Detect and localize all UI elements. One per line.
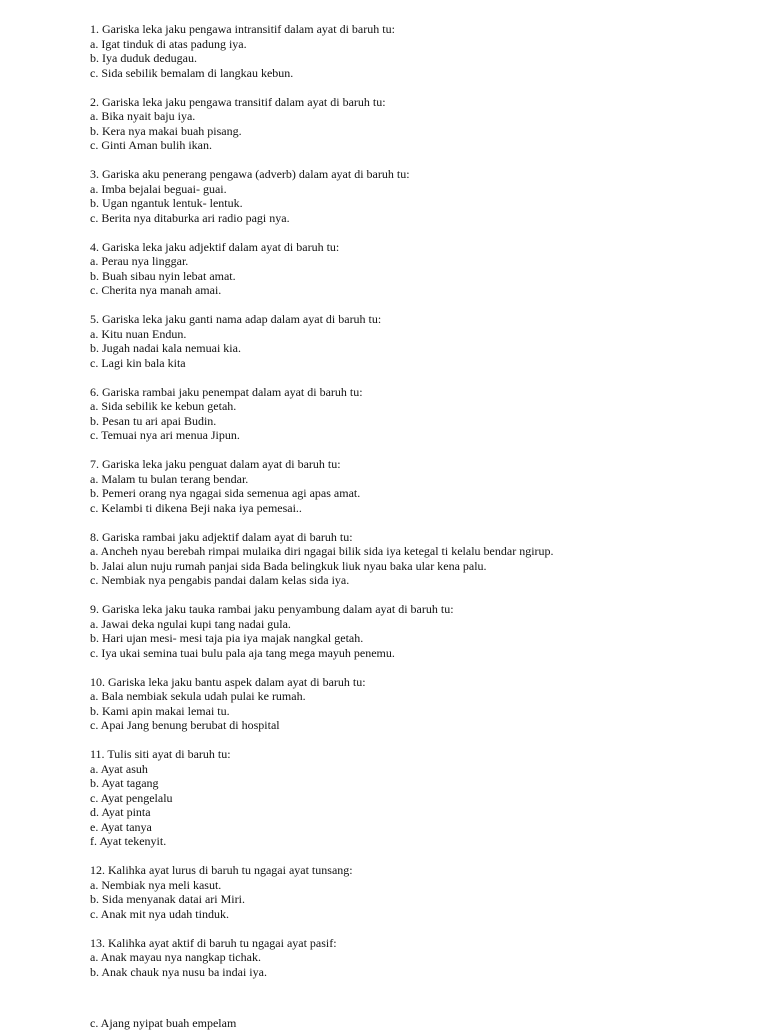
question-option: c. Cherita nya manah amai. (90, 283, 222, 297)
question-option: a. Bika nyait baju iya. (90, 109, 196, 123)
question-option: b. Jalai alun nuju rumah panjai sida Bada belingkuk liuk nyau baka ular kena palu. (90, 558, 487, 573)
question-block (90, 530, 750, 588)
question-option: c. Nembiak nya pengabis pandai dalam kelas sida iya. (90, 573, 350, 587)
question-option: b. Iya duduk dedugau. (90, 51, 197, 65)
question-prompt: 2. Gariska leka jaku pengawa transitif dalam ayat di baruh tu: (90, 94, 386, 109)
question-option: e. Ayat tanya (90, 819, 152, 834)
question-prompt: 10. Gariska leka jaku bantu aspek dalam ayat di baruh tu: (90, 674, 366, 689)
question-block (90, 457, 750, 515)
question-option: b. Anak chauk nya nusu ba indai iya. (90, 964, 267, 979)
question-block (90, 22, 750, 80)
question-prompt: 3. Gariska aku penerang pengawa (adverb) dalam ayat di baruh tu: (90, 167, 410, 181)
question-option: b. Ugan ngantuk lentuk- lentuk. (90, 196, 243, 210)
question-option: a. Ayat asuh (90, 761, 148, 776)
question-option: b. Kami apin makai lemai tu. (90, 703, 230, 718)
question-option: b. Hari ujan mesi- mesi taja pia iya majak nangkal getah. (90, 631, 364, 645)
question-option: a. Perau nya linggar. (90, 254, 189, 268)
question-option: c. Ginti Aman bulih ikan. (90, 138, 212, 152)
question-option: b. Pemeri orang nya ngagai sida semenua agi apas amat. (90, 486, 361, 500)
question-option: a. Ancheh nyau berebah rimpai mulaika diri ngagai bilik sida iya ketegal ti kelalu bendar ngirup. (90, 544, 554, 558)
question-prompt: 7. Gariska leka jaku penguat dalam ayat di baruh tu: (90, 457, 341, 471)
question-option: a. Imba bejalai beguai- guai. (90, 181, 227, 196)
question-block (90, 385, 750, 443)
question-option: f. Ayat tekenyit. (90, 834, 167, 848)
question-option: c. Apai Jang benung berubat di hospital (90, 718, 280, 732)
question-prompt: 1. Gariska leka jaku pengawa intransitif dalam ayat di baruh tu: (90, 22, 395, 36)
question-option: d. Ayat pinta (90, 805, 151, 819)
question-option: c. Berita nya ditaburka ari radio pagi nya. (90, 210, 290, 225)
question-block (90, 863, 750, 921)
question-option: a. Kitu nuan Endun. (90, 326, 187, 341)
question-option: a. Anak mayau nya nangkap tichak. (90, 950, 261, 964)
question-block (90, 675, 750, 733)
question-option: b. Jugah nadai kala nemuai kia. (90, 341, 241, 355)
question-option: c. Ayat pengelalu (90, 790, 173, 805)
question-prompt: 4. Gariska leka jaku adjektif dalam ayat di baruh tu: (90, 239, 340, 254)
question-option: a. Sida sebilik ke kebun getah. (90, 399, 237, 413)
question-option: c. Sida sebilik bemalam di langkau kebun. (90, 65, 294, 80)
question-option: b. Kera nya makai buah pisang. (90, 123, 242, 138)
question-option: c. Lagi kin bala kita (90, 355, 186, 370)
question-option: c. Kelambi ti dikena Beji naka iya pemesai.. (90, 500, 302, 515)
question-option: a. Nembiak nya meli kasut. (90, 877, 222, 892)
question-prompt: 13. Kalihka ayat aktif di baruh tu ngagai ayat pasif: (90, 935, 337, 950)
document-body (90, 22, 750, 994)
question-option: b. Buah sibau nyin lebat amat. (90, 268, 236, 283)
question-block (90, 240, 750, 298)
question-block (90, 936, 750, 980)
question-block (90, 602, 750, 660)
question-option: c. Anak mit nya udah tinduk. (90, 906, 229, 921)
question-option: a. Bala nembiak sekula udah pulai ke rumah. (90, 689, 306, 703)
cutoff-line: c. Ajang nyipat buah empelam (90, 1016, 237, 1030)
question-block (90, 312, 750, 370)
question-option: a. Malam tu bulan terang bendar. (90, 471, 249, 486)
question-prompt: 11. Tulis siti ayat di baruh tu: (90, 747, 231, 761)
question-prompt: 8. Gariska rambai jaku adjektif dalam ayat di baruh tu: (90, 529, 353, 544)
question-block (90, 167, 750, 225)
question-option: c. Iya ukai semina tuai bulu pala aja tang mega mayuh penemu. (90, 645, 395, 660)
question-prompt: 9. Gariska leka jaku tauka rambai jaku penyambung dalam ayat di baruh tu: (90, 602, 454, 616)
question-prompt: 12. Kalihka ayat lurus di baruh tu ngagai ayat tunsang: (90, 863, 353, 877)
question-option: b. Sida menyanak datai ari Miri. (90, 892, 245, 906)
question-option: b. Ayat tagang (90, 776, 159, 790)
question-option: c. Temuai nya ari menua Jipun. (90, 428, 240, 442)
question-block (90, 95, 750, 153)
question-block (90, 747, 750, 849)
question-prompt: 5. Gariska leka jaku ganti nama adap dalam ayat di baruh tu: (90, 312, 382, 326)
question-option: a. Igat tinduk di atas padung iya. (90, 36, 247, 51)
question-prompt: 6. Gariska rambai jaku penempat dalam ayat di baruh tu: (90, 384, 363, 399)
question-option: a. Jawai deka ngulai kupi tang nadai gula. (90, 616, 291, 631)
question-option: b. Pesan tu ari apai Budin. (90, 413, 217, 428)
